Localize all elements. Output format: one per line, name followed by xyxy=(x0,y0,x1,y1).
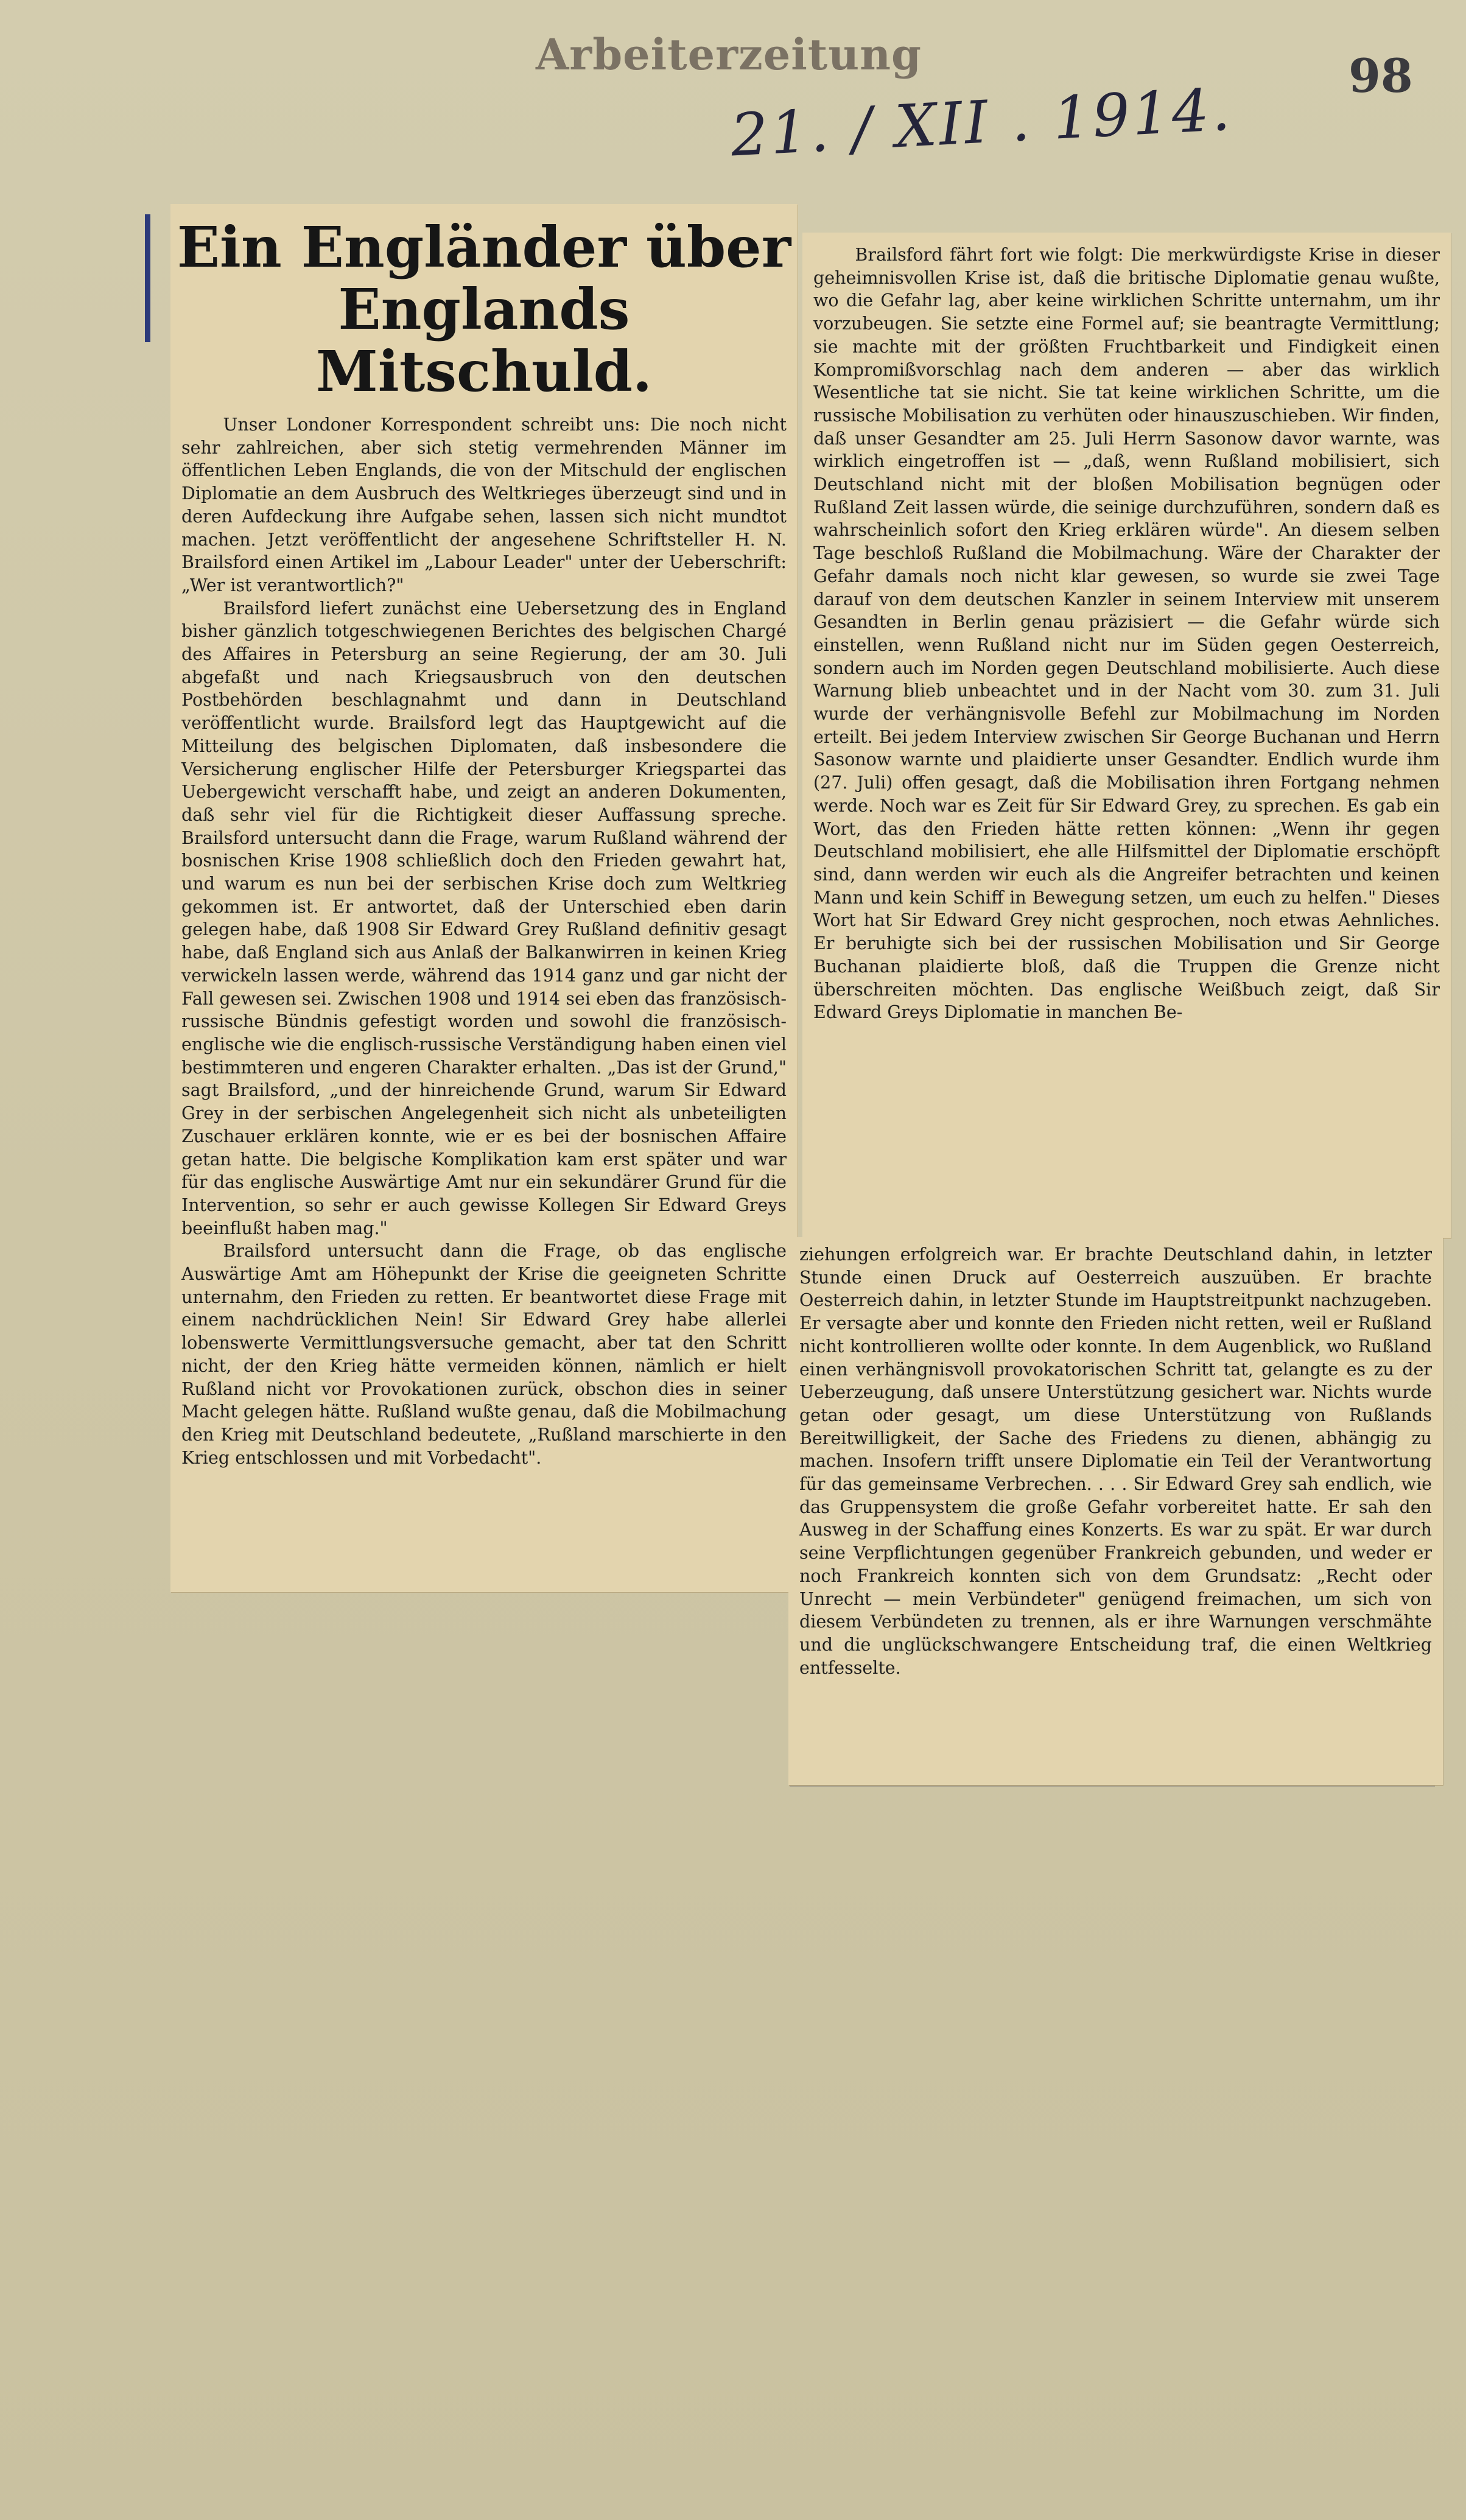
paragraph: Unser Londoner Korrespondent schreibt uns: Die noch nicht sehr zahlreichen, aber sich stetig vermehrenden Männer im öffentlichen Leben Englands, die von der Mitschuld der englischen Diplomatie an dem Ausbruch des Weltkrieges überzeugt sind und in deren Aufdeckung ihre Aufgabe sehen, lassen sich nicht mundtot machen. Jetzt veröffentlicht der angesehene Schriftsteller H. N. Brailsford einen Artikel im „Labour Leader" unter der Ueberschrift: „Wer ist verantwortlich?" xyxy=(181,415,787,595)
handwritten-date: 21. / XII . 1914. xyxy=(729,75,1234,170)
clipping-right-column-bottom xyxy=(788,1237,1443,1785)
paragraph: Brailsford liefert zunächst eine Uebersetzung des in England bisher gänzlich totgeschwiegenen Berichtes des belgischen Chargé des Affaires in Petersburg an seine Regierung, der am 30. Juli abgefaßt und nach Kriegsausbruch von den deutschen Postbehörden beschlagnahmt und dann in Deutschland veröffentlicht wurde. Brailsford legt das Hauptgewicht auf die Mitteilung des belgischen Diplomaten, daß insbesondere die Versicherung englischer Hilfe der Petersburger Kriegspartei das Uebergewicht verschafft habe, und zeigt an anderen Dokumenten, daß sehr viel für die Richtigkeit dieser Auffassung spreche. Brailsford untersucht dann die Frage, warum Rußland während der bosnischen Krise 1908 schließlich doch den Frieden gewahrt hat, und warum es nun bei der serbischen Krise doch zum Weltkrieg gekommen ist. Er antwortet, daß der Unterschied eben darin gelegen habe, daß 1908 Sir Edward Grey Rußland definitiv gesagt habe, daß England sich aus Anlaß der Balkanwirren in keinen Krieg verwickeln lassen werde, während das 1914 ganz und gar nicht der Fall gewesen sei. Zwischen 1908 und 1914 sei eben das französisch-russische Bündnis gefestigt worden und sowohl die französisch-englische wie die englisch-russische Verständigung haben einen viel bestimmteren und engeren Charakter erhalten. „Das ist der Grund," sagt Brailsford, „und der hinreichende Grund, warum Sir Edward Grey in der serbischen Angelegenheit sich nicht als unbeteiligten Zuschauer erklären konnte, wie er es bei der bosnischen Affaire getan hatte. Die belgische Komplikation kam erst später und war für das englische Auswärtige Amt nur ein sekundärer Grund für die Intervention, so sehr er auch gewisse Kollegen Sir Edward Greys beeinflußt haben mag." xyxy=(181,598,787,1238)
newspaper-stamp: Arbeiterzeitung xyxy=(536,29,922,80)
blue-pencil-mark-left xyxy=(145,214,150,342)
paragraph: ziehungen erfolgreich war. Er brachte Deutschland dahin, in letzter Stunde einen Druck auf Oesterreich auszuüben. Er brachte Oesterreich dahin, in letzter Stunde im Hauptstreitpunkt nachzugeben. Er versagte aber und konnte den Frieden nicht retten, weil er Rußland nicht kontrollieren wollte oder konnte. In dem Augenblick, wo Rußland einen verhängnisvoll provokatorischen Schritt tat, gelangte es zu der Ueberzeugung, daß unsere Unterstützung gesichert war. Nichts wurde getan oder gesagt, um diese Unterstützung von Rußlands Bereitwilligkeit, der Sache des Friedens zu dienen, abhängig zu machen. Insofern trifft unsere Diplomatie ein Teil der Verantwortung für das gemeinsame Verbrechen. . . . Sir Edward Grey sah endlich, wie das Gruppensystem die große Gefahr vorbereitet hatte. Er sah den Ausweg in der Schaffung eines Konzerts. Es war zu spät. Er war durch seine Verpflichtungen gegenüber Frankreich gebunden, und weder er noch Frankreich konnten sich von dem Grundsatz: „Recht oder Unrecht — mein Verbündeter" genügend freimachen, um sich von diesem Verbündeten zu trennen, als er ihre Warnungen verschmähte und die unglückschwangere Entscheidung traf, die einen Weltkrieg entfesselte. xyxy=(799,1244,1432,1678)
paragraph: Brailsford untersucht dann die Frage, ob das englische Auswärtige Amt am Höhepunkt der Krise die geeigneten Schritte unternahm, den Frieden zu retten. Er beantwortet diese Frage mit einem nachdrücklichen Nein! Sir Edward Grey habe allerlei lobenswerte Vermittlungsversuche gemacht, aber tat den Schritt nicht, der den Krieg hätte vermeiden können, nämlich er hielt Rußland nicht vor Provokationen zurück, obschon dies in seiner Macht gelegen hätte. Rußland wußte genau, daß die Mobilmachung den Krieg mit Deutschland bedeutete, „Rußland marschierte in den Krieg entschlossen und mit Vorbedacht". xyxy=(181,1241,787,1468)
article-title: Ein Engländer über Englands Mitschuld. xyxy=(177,214,791,404)
right-column-bottom-text xyxy=(788,1237,1443,1679)
left-column-text xyxy=(170,413,798,1469)
clipping-left-column xyxy=(170,204,798,1592)
right-column-top-text xyxy=(802,233,1451,1024)
paragraph: Brailsford fährt fort wie folgt: Die merkwürdigste Krise in dieser geheimnisvollen Krise ist, daß die britische Diplomatie genau wußte, wo die Gefahr lag, aber keine wirklichen Schritte unternahm, um ihr vorzubeugen. Sie setzte eine Formel auf; sie beantragte Vermittlung; sie machte mit der größten Fruchtbarkeit und Findigkeit einen Kompromißvorschlag nach dem anderen — aber das wirklich Wesentliche tat sie nicht. Sie tat keine wirklichen Schritte, um die russische Mobilisation zu verhüten oder hinauszuschieben. Wir finden, daß unser Gesandter am 25. Juli Herrn Sasonow davor warnte, was wirklich eingetroffen ist — „daß, wenn Rußland mobilisiert, sich Deutschland nicht mit der bloßen Mobilisation begnügen oder Rußland Zeit lassen würde, die seinige durchzuführen, sondern daß es wahrscheinlich sofort den Krieg erklären würde". An diesem selben Tage beschloß Rußland die Mobilmachung. Wäre der Charakter der Gefahr damals noch nicht klar gewesen, so wurde sie zwei Tage darauf von dem deutschen Kanzler in seinem Interview mit unserem Gesandten in Berlin genau präzisiert — die Gefahr würde sich einstellen, wenn Rußland nicht nur im Süden gegen Oesterreich, sondern auch im Norden gegen Deutschland mobilisierte. Auch diese Warnung blieb unbeachtet und in der Nacht vom 30. zum 31. Juli wurde der verhängnisvolle Befehl zur Mobilmachung im Norden erteilt. Bei jedem Interview zwischen Sir George Buchanan und Herrn Sasonow warnte und plaidierte unser Gesandter. Endlich wurde ihm (27. Juli) offen gesagt, daß die Mobilisation ihren Fortgang nehmen werde. Noch war es Zeit für Sir Edward Grey, zu sprechen. Es gab ein Wort, das den Frieden hätte retten können: „Wenn ihr gegen Deutschland mobilisiert, ehe alle Hilfsmittel der Diplomatie erschöpft sind, dann werden wir euch als die Angreifer betrachten und keinen Mann und kein Schiff in Bewegung setzen, um euch zu helfen." Dieses Wort hat Sir Edward Grey nicht gesprochen, noch etwas Aehnliches. Er beruhigte sich bei der russischen Mobilisation und Sir George Buchanan plaidierte bloß, daß die Truppen die Grenze nicht überschreiten möchten. Das englische Weißbuch zeigt, daß Sir Edward Greys Diplomatie in manchen Be- xyxy=(813,245,1440,1023)
clipping-right-column-top xyxy=(802,233,1451,1238)
page-number: 98 xyxy=(1349,49,1413,103)
